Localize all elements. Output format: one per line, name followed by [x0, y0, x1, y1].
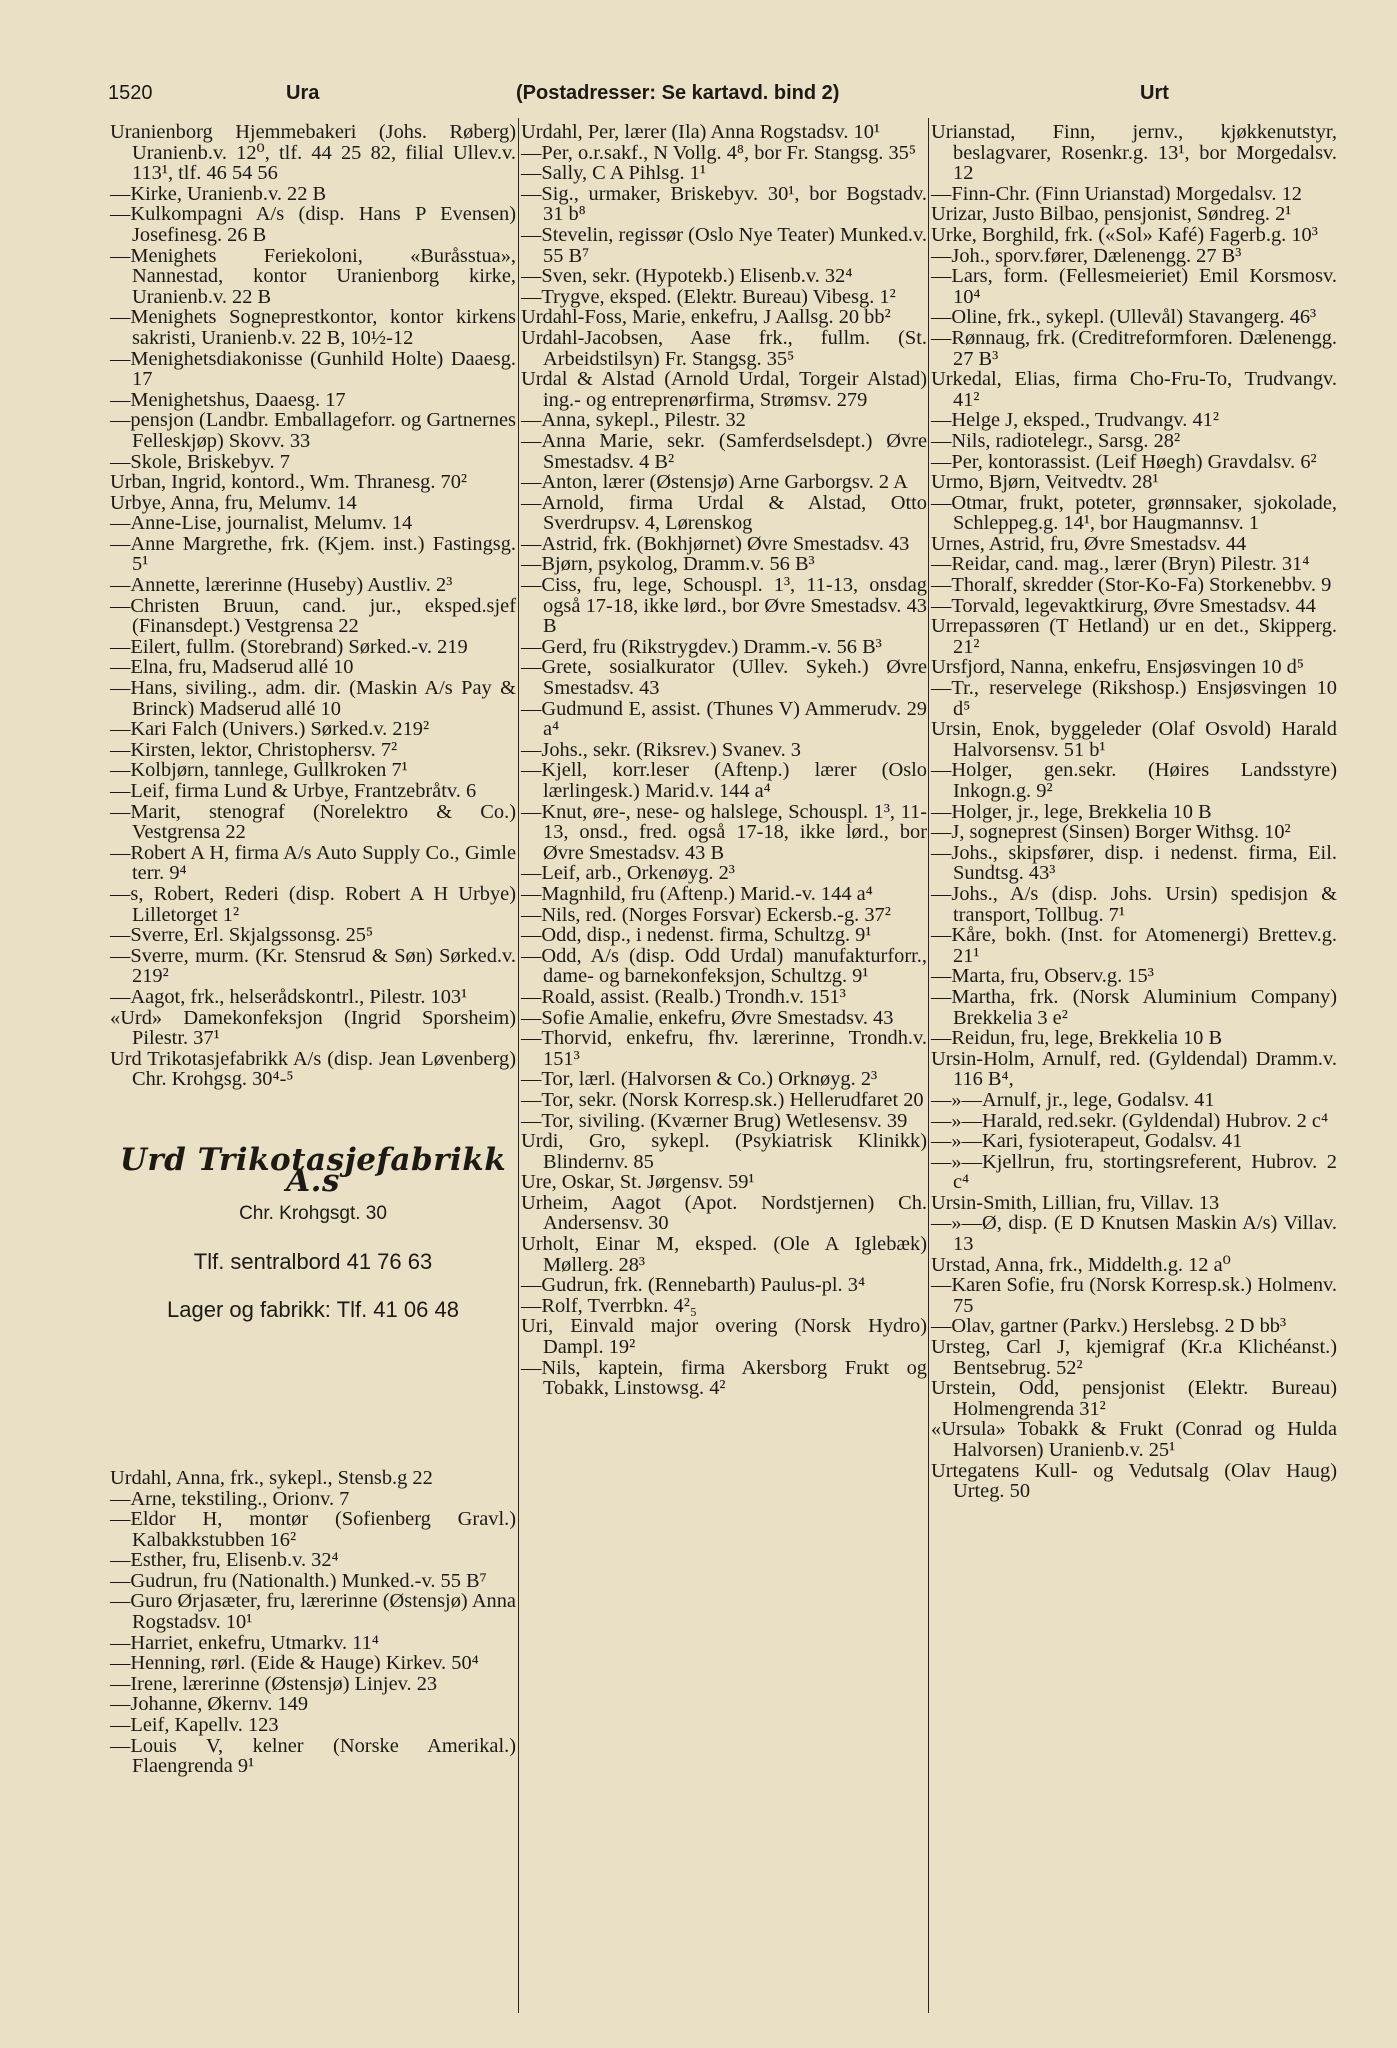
directory-entry: Urnes, Astrid, fru, Øvre Smestadsv. 44: [931, 532, 1247, 555]
directory-entry: —Sven, sekr. (Hypotekb.) Elisenb.v. 32⁴: [521, 265, 853, 288]
directory-entry: —Eldor H, montør (Sofienberg Gravl.) Kalbakkstubben 16²: [110, 1508, 516, 1551]
column-2: [521, 122, 927, 1399]
column-3: [931, 122, 1337, 1502]
directory-entry: —Anna Marie, sekr. (Samferdselsdept.) Øvre Smestadsv. 4 B²: [521, 429, 927, 473]
directory-entry: —»—Kari, fysioterapeut, Godalsv. 41: [931, 1130, 1243, 1153]
directory-entry: —Esther, fru, Elisenb.v. 32⁴: [110, 1549, 339, 1572]
directory-entry: —Kjell, korr.leser (Aftenp.) lærer (Oslo lærlingesk.) Marid.v. 144 a⁴: [521, 759, 927, 802]
directory-entry: —Johs., A/s (disp. Johs. Ursin) spedisjon & transport, Tollbug. 7¹: [931, 882, 1337, 926]
directory-entry: Urdi, Gro, sykepl. (Psykiatrisk Klinikk) Blindernv. 85: [521, 1130, 927, 1173]
directory-entry: Urheim, Aagot (Apot. Nordstjernen) Ch. Andersensv. 30: [521, 1191, 927, 1235]
directory-entry: —Magnhild, fru (Aftenp.) Marid.-v. 144 a⁴: [521, 882, 873, 905]
directory-entry: —Arnold, firma Urdal & Alstad, Otto Sverdrupsv. 4, Lørenskog: [521, 491, 927, 535]
directory-entry: —pensjon (Landbr. Emballageforr. og Gartnernes Felleskjøp) Skovv. 33: [110, 409, 516, 452]
directory-entry: —Stevelin, regissør (Oslo Nye Teater) Munked.v. 55 B⁷: [521, 223, 927, 267]
directory-entry: —Anna, sykepl., Pilestr. 32: [521, 409, 746, 432]
directory-entry: Urdahl, Anna, frk., sykepl., Stensb.g 22: [110, 1466, 433, 1489]
advertisement-title: Urd Trikotasjefabrikk A.s: [119, 1141, 507, 1199]
directory-entry: —Johs., sekr. (Riksrev.) Svanev. 3: [521, 738, 801, 761]
directory-entry: —Nils, red. (Norges Forsvar) Eckersb.-g. 37²: [521, 903, 891, 926]
directory-entry: —Sverre, Erl. Skjalgssonsg. 25⁵: [110, 924, 374, 947]
directory-entry: Ursteg, Carl J, kjemigraf (Kr.a Klichéanst.) Bentsebrug. 52²: [931, 1336, 1337, 1379]
directory-entry: —Kåre, bokh. (Inst. for Atomenergi) Brettev.g. 21¹: [931, 924, 1337, 967]
directory-entry: —Kari Falch (Univers.) Sørked.v. 219²: [110, 718, 430, 741]
directory-entry: —Menighetsdiakonisse (Gunhild Holte) Daaesg. 17: [110, 347, 516, 391]
directory-entry: Urstein, Odd, pensjonist (Elektr. Bureau) Holmengrenda 31²: [931, 1377, 1337, 1420]
directory-entry: Urdahl-Foss, Marie, enkefru, J Aallsg. 20 bb²: [521, 306, 891, 329]
directory-entry: —Per, o.r.sakf., N Vollg. 4⁸, bor Fr. Stangsg. 35⁵: [521, 141, 916, 164]
directory-entry: Ursin, Enok, byggeleder (Olaf Osvold) Harald Halvorsensv. 51 b¹: [931, 718, 1337, 761]
directory-entry: —Gudmund E, assist. (Thunes V) Ammerudv. 29 a⁴: [521, 697, 927, 741]
directory-entry: Ursin-Smith, Lillian, fru, Villav. 13: [931, 1191, 1220, 1214]
directory-entry: —Robert A H, firma A/s Auto Supply Co., Gimle terr. 9⁴: [110, 841, 516, 885]
directory-entry: Urtegatens Kull- og Vedutsalg (Olav Haug) Urteg. 50: [931, 1459, 1337, 1503]
directory-entry: —»—Arnulf, jr., lege, Godalsv. 41: [931, 1088, 1215, 1111]
directory-entry: —Martha, frk. (Norsk Aluminium Company) Brekkelia 3 e²: [931, 985, 1337, 1029]
column-divider-2: [928, 118, 929, 2013]
advertisement-phone-switchboard: Tlf. sentralbord 41 76 63: [193, 1248, 433, 1274]
directory-entry: —Gudrun, frk. (Rennebarth) Paulus-pl. 3⁴: [521, 1274, 866, 1297]
directory-entry: «Urd» Damekonfeksjon (Ingrid Sporsheim) Pilestr. 37¹: [110, 1006, 516, 1050]
directory-entry: Ure, Oskar, St. Jørgensv. 59¹: [521, 1171, 755, 1194]
directory-entry: —»—Ø, disp. (E D Knutsen Maskin A/s) Villav. 13: [931, 1212, 1337, 1256]
directory-entry: Urrepassøren (T Hetland) ur en det., Skipperg. 21²: [931, 615, 1337, 658]
directory-entry: —Skole, Briskebyv. 7: [110, 450, 290, 473]
header-center-note: (Postadresser: Se kartavd. bind 2): [516, 82, 840, 104]
directory-entry: —Reidun, fru, lege, Brekkelia 10 B: [931, 1027, 1223, 1050]
page-header: [108, 82, 1298, 112]
directory-entry: Urstad, Anna, frk., Middelth.g. 12 a⁰: [931, 1253, 1231, 1276]
directory-entry: —Odd, disp., i nedenst. firma, Schultzg. 9¹: [521, 924, 872, 947]
directory-entry: —Elna, fru, Madserud allé 10: [110, 656, 354, 679]
directory-entry: Urizar, Justo Bilbao, pensjonist, Søndreg. 2¹: [931, 203, 1292, 226]
directory-entry: —Eilert, fullm. (Storebrand) Sørked.-v. 219: [110, 635, 468, 658]
directory-entry: —Menighets Sogneprestkontor, kontor kirkens sakristi, Uranienb.v. 22 B, 10½-12: [110, 306, 516, 349]
directory-entry: Urmo, Bjørn, Veitvedtv. 28¹: [931, 471, 1159, 494]
directory-entry: Urholt, Einar M, eksped. (Ole A Iglebæk) Møllerg. 28³: [521, 1233, 927, 1276]
column-1-entries-top: [110, 122, 516, 1090]
directory-entry: —Aagot, frk., helserådskontrl., Pilestr. 103¹: [110, 985, 468, 1008]
directory-entry: —»—Kjellrun, fru, stortingsreferent, Hubrov. 2 c⁴: [931, 1150, 1337, 1194]
directory-entry: —Roald, assist. (Realb.) Trondh.v. 151³: [521, 985, 846, 1008]
directory-entry: Urdahl, Per, lærer (Ila) Anna Rogstadsv. 10¹: [521, 121, 881, 143]
directory-entry: —Annette, lærerinne (Huseby) Austliv. 2³: [110, 574, 453, 597]
directory-entry: —Guro Ørjasæter, fru, lærerinne (Østensjø) Anna Rogstadsv. 10¹: [110, 1590, 516, 1634]
directory-entry: —Thorvid, enkefru, fhv. lærerinne, Trondh.v. 151³: [521, 1027, 927, 1070]
column-divider-1: [518, 118, 519, 2013]
directory-entry: —Anne Margrethe, frk. (Kjem. inst.) Fastingsg. 5¹: [110, 532, 516, 576]
directory-entry: —Leif, arb., Orkenøyg. 2³: [521, 862, 735, 885]
directory-entry: —Nils, kaptein, firma Akersborg Frukt og Tobakk, Linstowsg. 4²: [521, 1356, 927, 1400]
directory-entry: —Astrid, frk. (Bokhjørnet) Øvre Smestadsv. 43: [521, 532, 910, 555]
directory-entry: —Holger, jr., lege, Brekkelia 10 B: [931, 800, 1212, 823]
directory-entry: —Irene, lærerinne (Østensjø) Linjev. 23: [110, 1672, 438, 1695]
directory-entry: Urban, Ingrid, kontord., Wm. Thranesg. 70²: [110, 471, 468, 494]
directory-entry: Ursin-Holm, Arnulf, red. (Gyldendal) Dramm.v. 116 B⁴,: [931, 1047, 1337, 1091]
directory-entry: —Odd, A/s (disp. Odd Urdal) manufakturforr., dame- og barnekonfeksjon, Schultzg. 9¹: [521, 944, 927, 988]
directory-entry: «Ursula» Tobakk & Frukt (Conrad og Hulda Halvorsen) Uranienb.v. 25¹: [931, 1418, 1337, 1461]
directory-entry: Urkedal, Elias, firma Cho-Fru-To, Trudvangv. 41²: [931, 368, 1337, 411]
advertisement-address: Chr. Krohgsgt. 30: [239, 1202, 387, 1224]
directory-entry: —Trygve, eksped. (Elektr. Bureau) Vibesg. 1²: [521, 285, 896, 308]
directory-entry: —Knut, øre-, nese- og halslege, Schouspl. 1³, 11-13, onsd., fred. også 17-18, ikke lørd., bor Øvre Smestadsv. 43 B: [521, 800, 927, 864]
directory-entry: —Tor, lærl. (Halvorsen & Co.) Orknøyg. 2³: [521, 1068, 878, 1091]
directory-entry: Urbye, Anna, fru, Melumv. 14: [110, 491, 357, 514]
directory-entry: —s, Robert, Rederi (disp. Robert A H Urbye) Lilletorget 1²: [110, 882, 516, 926]
directory-entry: —Per, kontorassist. (Leif Høegh) Gravdalsv. 6²: [931, 450, 1317, 473]
directory-entry: —Henning, rørl. (Eide & Hauge) Kirkev. 50⁴: [110, 1652, 479, 1675]
directory-entry: —Kirsten, lektor, Christophersv. 7²: [110, 738, 398, 761]
directory-entry: Urke, Borghild, frk. («Sol» Kafé) Fagerb.g. 10³: [931, 223, 1318, 246]
directory-entry: —Lars, form. (Fellesmeieriet) Emil Korsmosv. 10⁴: [931, 265, 1337, 308]
directory-entry: —Bjørn, psykolog, Dramm.v. 56 B³: [521, 553, 815, 576]
directory-entry: —Torvald, legevaktkirurg, Øvre Smestadsv. 44: [931, 594, 1316, 617]
directory-entry: —Rolf, Tverrbkn. 4²₅: [521, 1294, 697, 1317]
directory-entry: —Leif, firma Lund & Urbye, Frantzebråtv. 6: [110, 780, 477, 802]
column-1-entries-bottom: [110, 1468, 516, 1777]
directory-entry: —Helge J, eksped., Trudvangv. 41²: [931, 409, 1219, 432]
directory-entry: —Christen Bruun, cand. jur., eksped.sjef (Finansdept.) Vestgrensa 22: [110, 594, 516, 638]
directory-entry: —»—Harald, red.sekr. (Gyldendal) Hubrov. 2 c⁴: [931, 1109, 1329, 1132]
advertisement-phone-stock: Lager og fabrikk: Tlf. 41 06 48: [167, 1296, 459, 1322]
directory-entry: —Marit, stenograf (Norelektro & Co.) Vestgrensa 22: [110, 800, 516, 844]
column-2-entries: [521, 122, 927, 1399]
advertisement-box: [110, 1090, 516, 1468]
directory-entry: —J, sogneprest (Sinsen) Borger Withsg. 10²: [931, 821, 1291, 844]
directory-entry: —Sverre, murm. (Kr. Stensrud & Søn) Sørked.v. 219²: [110, 944, 516, 988]
directory-entry: —Johanne, Økernv. 149: [110, 1693, 309, 1716]
directory-entry: —Tor, siviling. (Kværner Brug) Wetlesensv. 39: [521, 1109, 908, 1132]
directory-entry: —Oline, frk., sykepl. (Ullevål) Stavangerg. 46³: [931, 306, 1317, 329]
directory-entry: —Gerd, fru (Rikstrygdev.) Dramm.-v. 56 B³: [521, 635, 882, 658]
directory-entry: —Kolbjørn, tannlege, Gullkroken 7¹: [110, 759, 408, 782]
directory-entry: Uranienborg Hjemmebakeri (Johs. Røberg) Uranienb.v. 12⁰, tlf. 44 25 82, filial Ullev.v. 113¹, tlf. 46 54 56: [110, 121, 516, 185]
directory-entry: —Sofie Amalie, enkefru, Øvre Smestadsv. 43: [521, 1006, 894, 1029]
directory-entry: —Marta, fru, Observ.g. 15³: [931, 965, 1154, 988]
directory-entry: —Louis V, kelner (Norske Amerikal.) Flaengrenda 9¹: [110, 1734, 516, 1778]
directory-entry: Urianstad, Finn, jernv., kjøkkenutstyr, beslagvarer, Rosenkr.g. 13¹, bor Morgedalsv. 12: [931, 121, 1337, 185]
directory-entry: —Harriet, enkefru, Utmarkv. 11⁴: [110, 1631, 379, 1654]
directory-entry: —Kulkompagni A/s (disp. Hans P Evensen) Josefinesg. 26 B: [110, 203, 516, 246]
directory-entry: —Kirke, Uranienb.v. 22 B: [110, 182, 327, 205]
directory-entry: —Menighetshus, Daaesg. 17: [110, 388, 346, 411]
directory-entry: —Leif, Kapellv. 123: [110, 1714, 279, 1737]
directory-entry: Urdahl-Jacobsen, Aase frk., fullm. (St. Arbeidstilsyn) Fr. Stangsg. 35⁵: [521, 326, 927, 370]
directory-entry: —Grete, sosialkurator (Ullev. Sykeh.) Øvre Smestadsv. 43: [521, 656, 927, 700]
directory-entry: —Nils, radiotelegr., Sarsg. 28²: [931, 429, 1181, 452]
directory-entry: —Sally, C A Pihlsg. 1¹: [521, 162, 706, 185]
directory-entry: Ursfjord, Nanna, enkefru, Ensjøsvingen 10 d⁵: [931, 656, 1304, 679]
directory-entry: —Karen Sofie, fru (Norsk Korresp.sk.) Holmenv. 75: [931, 1274, 1337, 1317]
directory-entry: —Reidar, cand. mag., lærer (Bryn) Pilestr. 31⁴: [931, 553, 1310, 576]
directory-entry: Uri, Einvald major overing (Norsk Hydro) Dampl. 19²: [521, 1315, 927, 1359]
directory-entry: —Arne, tekstiling., Orionv. 7: [110, 1487, 350, 1510]
directory-entry: —Ciss, fru, lege, Schouspl. 1³, 11-13, onsdag også 17-18, ikke lørd., bor Øvre Smestadsv. 43 B: [521, 574, 927, 638]
directory-entry: —Tr., reservelege (Rikshosp.) Ensjøsvingen 10 d⁵: [931, 677, 1337, 720]
header-left-keyword: Ura: [286, 82, 320, 104]
directory-entry: —Tor, sekr. (Norsk Korresp.sk.) Hellerudfaret 20: [521, 1088, 924, 1111]
directory-entry: —Joh., sporv.fører, Dælenengg. 27 B³: [931, 244, 1242, 267]
directory-entry: —Hans, siviling., adm. dir. (Maskin A/s Pay & Brinck) Madserud allé 10: [110, 677, 516, 720]
directory-entry: —Johs., skipsfører, disp. i nedenst. firma, Eil. Sundtsg. 43³: [931, 841, 1337, 885]
directory-entry: Urdal & Alstad (Arnold Urdal, Torgeir Alstad) ing.- og entreprenørfirma, Strømsv. 279: [521, 368, 927, 411]
directory-entry: —Thoralf, skredder (Stor-Ko-Fa) Storkenebbv. 9: [931, 574, 1332, 597]
page-number: 1520: [108, 82, 153, 104]
directory-entry: —Anton, lærer (Østensjø) Arne Garborgsv. 2 A: [521, 471, 908, 494]
directory-entry: —Gudrun, fru (Nationalth.) Munked.-v. 55 B⁷: [110, 1569, 487, 1592]
column-1: [110, 122, 516, 1777]
directory-entry: —Menighets Feriekoloni, «Buråsstua», Nannestad, kontor Uranienborg kirke, Uranienb.v. 22 B: [110, 244, 516, 308]
directory-entry: —Holger, gen.sekr. (Høires Landsstyre) Inkogn.g. 9²: [931, 759, 1337, 802]
column-3-entries: [931, 122, 1337, 1502]
directory-entry: —Rønnaug, frk. (Creditreformforen. Dælenengg. 27 B³: [931, 326, 1337, 370]
directory-entry: —Otmar, frukt, poteter, grønnsaker, sjokolade, Schleppeg.g. 14¹, bor Haugmannsv. 1: [931, 491, 1337, 535]
header-right-keyword: Urt: [1140, 82, 1169, 104]
directory-entry: —Finn-Chr. (Finn Urianstad) Morgedalsv. 12: [931, 182, 1302, 205]
directory-entry: —Olav, gartner (Parkv.) Herslebsg. 2 D bb³: [931, 1315, 1287, 1338]
directory-entry: Urd Trikotasjefabrikk A/s (disp. Jean Løvenberg) Chr. Krohgsg. 30⁴-⁵: [110, 1047, 516, 1091]
directory-entry: —Anne-Lise, journalist, Melumv. 14: [110, 512, 413, 535]
directory-entry: —Sig., urmaker, Briskebyv. 30¹, bor Bogstadv. 31 b⁸: [521, 182, 927, 226]
